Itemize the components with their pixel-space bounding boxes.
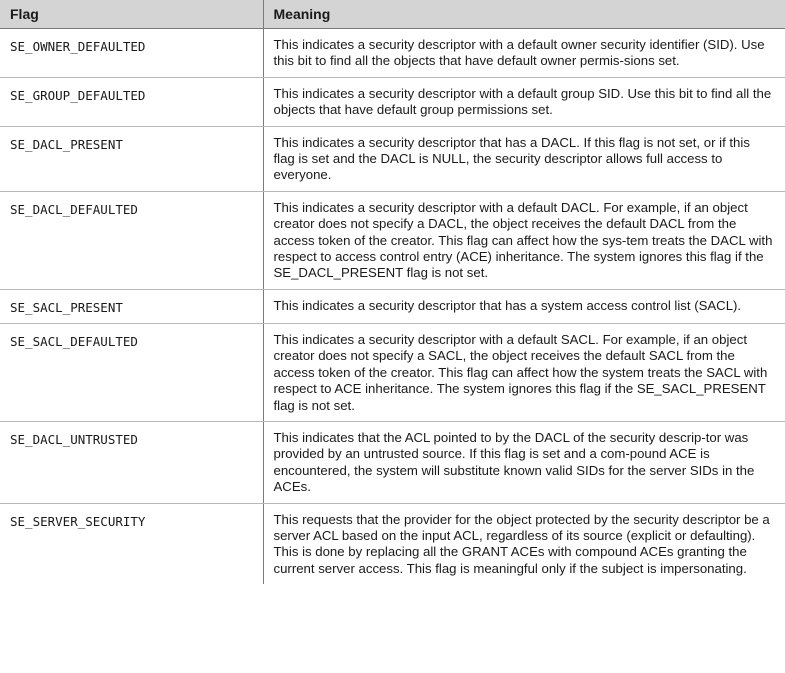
flag-cell: SE_SERVER_SECURITY xyxy=(10,513,146,529)
flag-cell: SE_OWNER_DEFAULTED xyxy=(0,29,263,78)
meaning-cell: This requests that the provider for the object protected by the security descriptor be a server ACL based on the input ACL, regardless of its source (explicit or defaulting). This is done by replacing all the GRANT ACEs with compound ACEs granting the current server access. This flag is meaningful only if the subject is impersonating. xyxy=(263,503,785,584)
table-row xyxy=(0,77,785,126)
flag-cell: SE_DACL_PRESENT xyxy=(0,126,263,191)
meaning-cell: This indicates a security descriptor with a default group SID. Use this bit to find all the objects that have default group permissions set. xyxy=(263,77,785,126)
table-row xyxy=(0,191,785,289)
column-header-meaning: Meaning xyxy=(263,0,785,29)
flag-cell: SE_SACL_DEFAULTED xyxy=(0,323,263,421)
meaning-cell: This indicates a security descriptor with a default DACL. For example, if an object creator does not specify a DACL, the object receives the default DACL from the access token of the creator. This flag can affect how the sys-tem treats the DACL with respect to access control entry (ACE) inheritance. The system ignores this flag if the SE_DACL_PRESENT flag is not set. xyxy=(263,191,785,289)
flag-cell: SE_DACL_UNTRUSTED xyxy=(0,421,263,503)
table-row xyxy=(0,126,785,191)
table-row xyxy=(0,421,785,503)
meaning-cell: This indicates a security descriptor that has a system access control list (SACL). xyxy=(263,289,785,323)
table-row xyxy=(0,323,785,421)
table-row xyxy=(0,503,785,584)
flag-cell: SE_DACL_DEFAULTED xyxy=(0,191,263,289)
table-header-row xyxy=(0,0,785,29)
meaning-cell: This indicates a security descriptor that has a DACL. If this flag is not set, or if this flag is set and the DACL is NULL, the security descriptor allows full access to everyone. xyxy=(263,126,785,191)
flag-cell: SE_SACL_PRESENT xyxy=(0,289,263,323)
column-header-flag: Flag xyxy=(0,0,263,29)
meaning-cell: This indicates a security descriptor with a default owner security identifier (SID). Use this bit to find all the objects that have default owner permis-sions set. xyxy=(263,29,785,78)
table-row xyxy=(0,289,785,323)
meaning-cell: This indicates that the ACL pointed to by the DACL of the security descrip-tor was provided by an untrusted source. If this flag is set and a com-pound ACE is encountered, the system will substitute known valid SIDs for the server SIDs in the ACEs. xyxy=(263,421,785,503)
meaning-cell: This indicates a security descriptor with a default SACL. For example, if an object creator does not specify a SACL, the object receives the default SACL from the access token of the creator. This flag can affect how the system treats the SACL with respect to ACE inheritance. The system ignores this flag if the SE_SACL_PRESENT flag is not set. xyxy=(263,323,785,421)
flag-cell: SE_GROUP_DEFAULTED xyxy=(0,77,263,126)
table-row xyxy=(0,29,785,78)
